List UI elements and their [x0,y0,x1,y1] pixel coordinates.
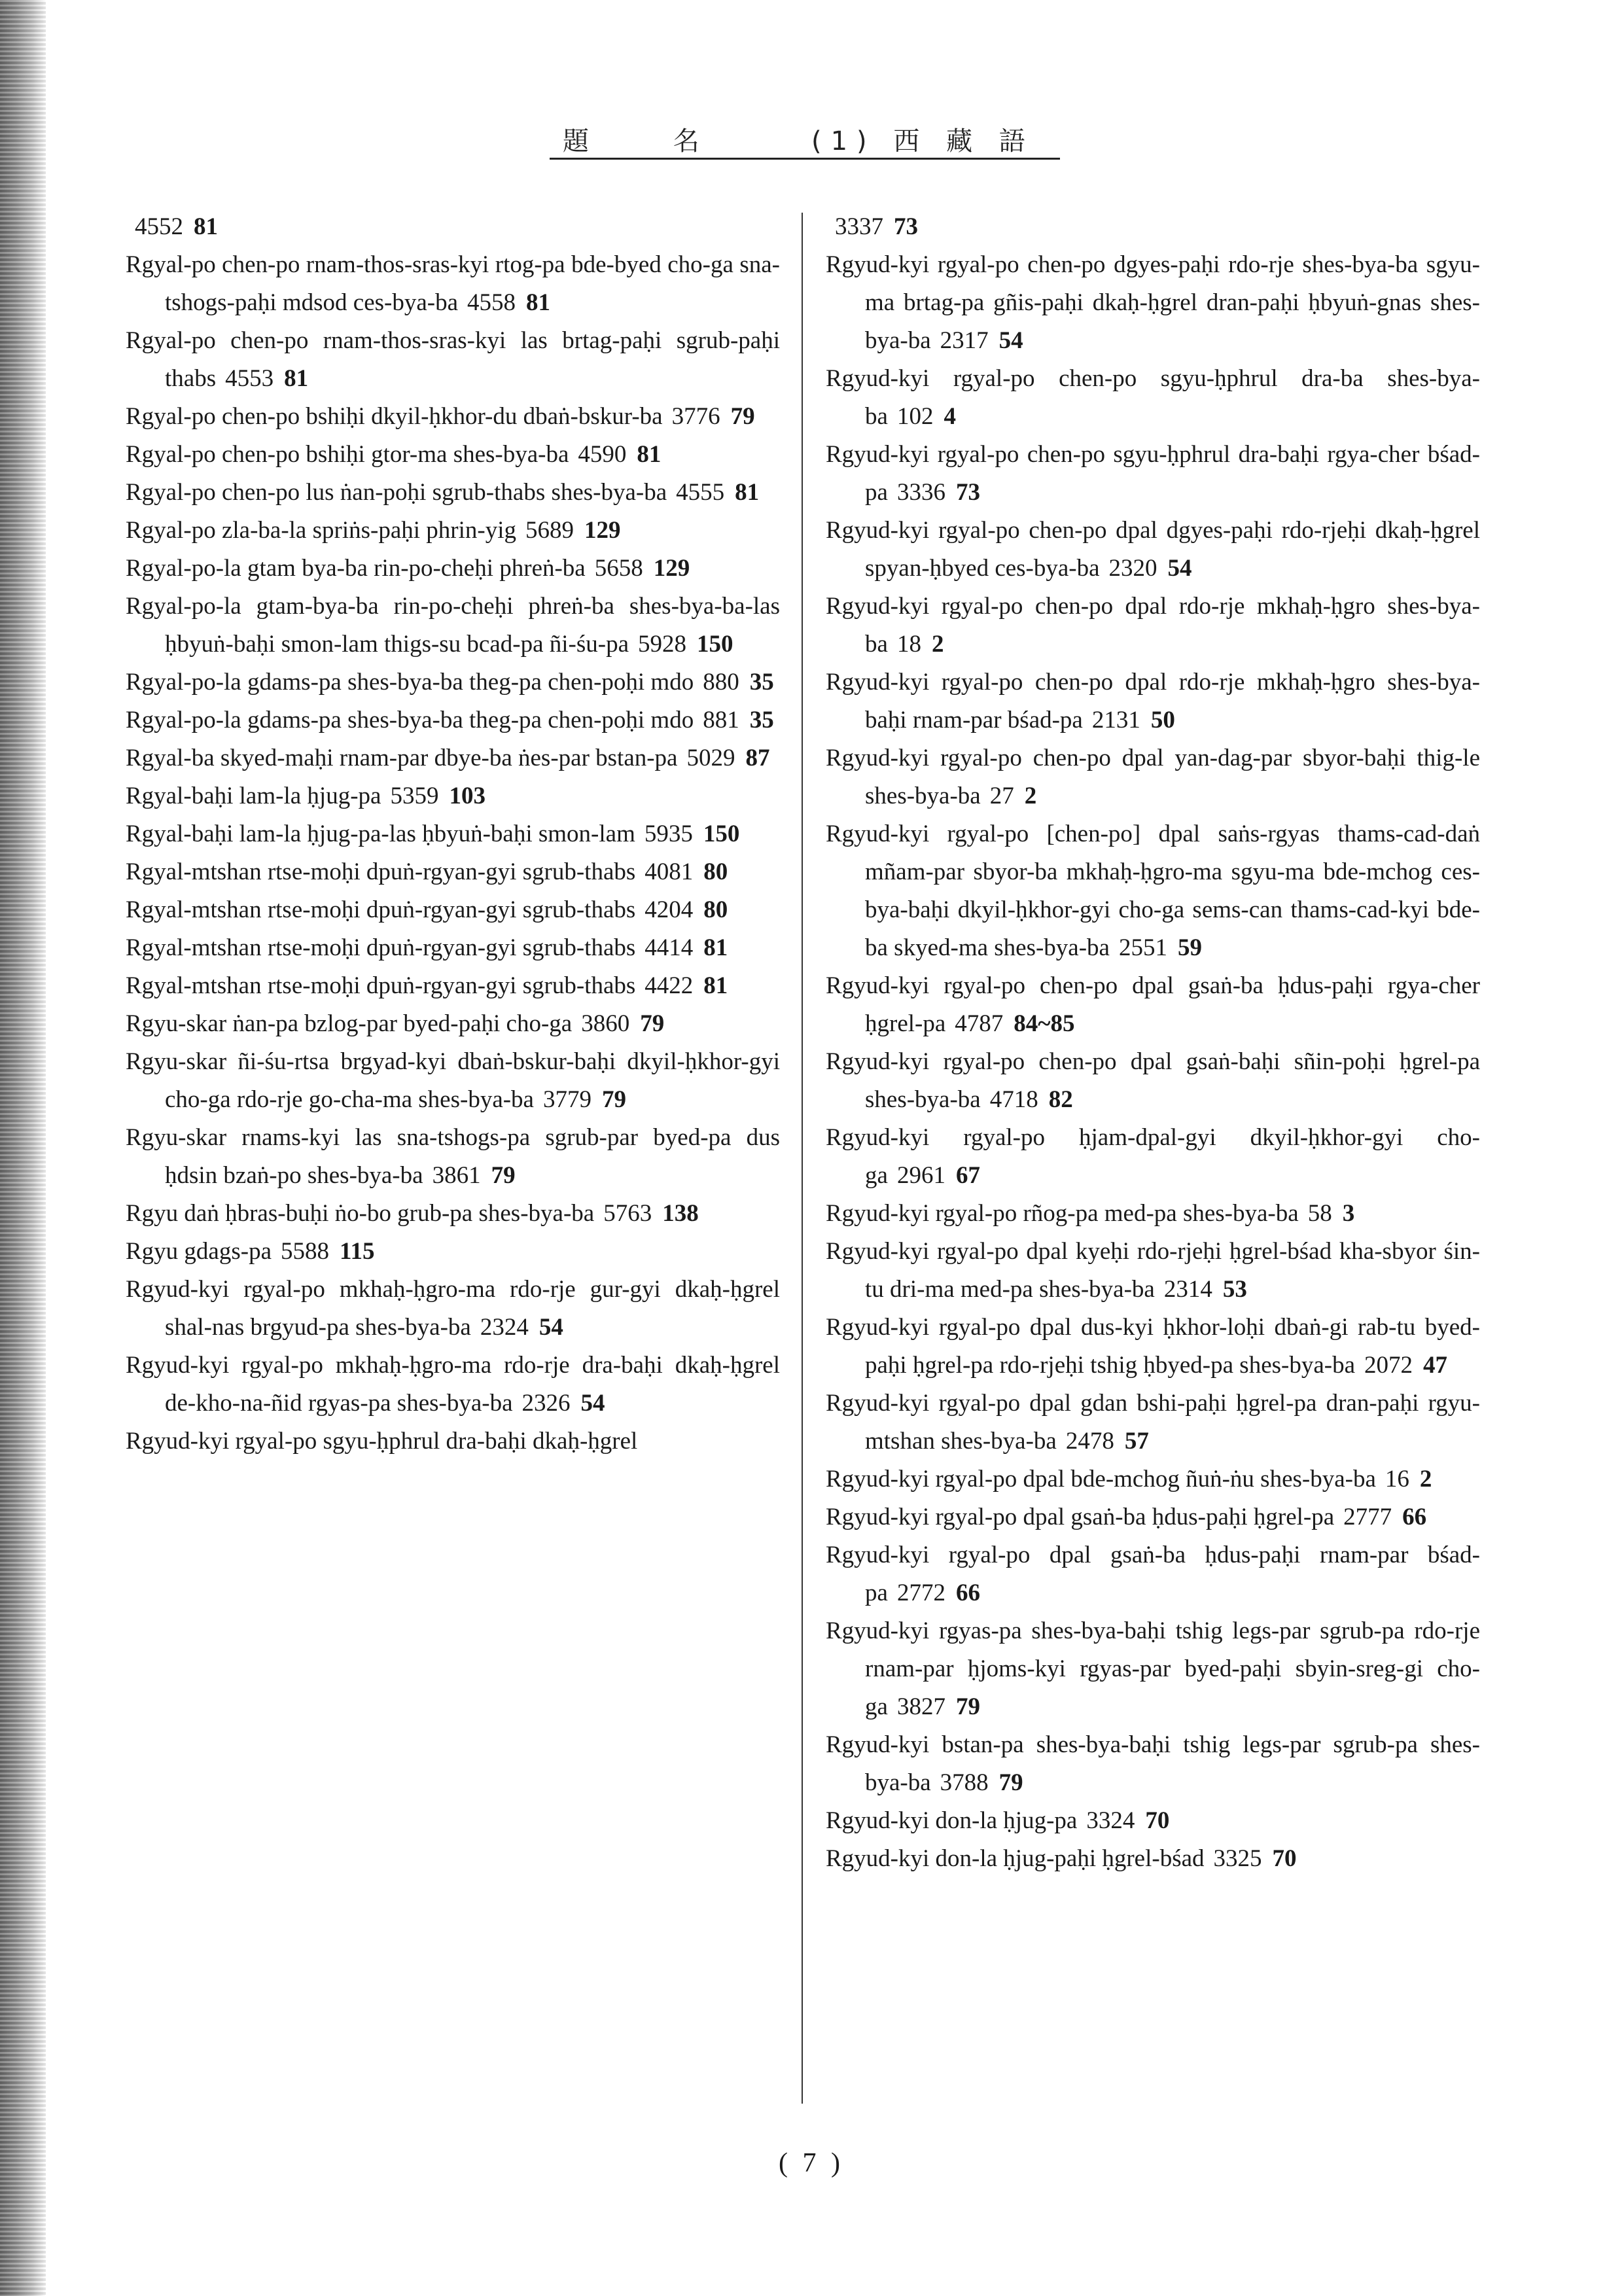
entry-title: Rgyud-kyi don-la ḥjug-paḥi ḥgrel-bśad [826,1845,1205,1872]
index-entry [826,739,1480,815]
entry-number: 5763 [603,1200,652,1227]
index-entry [126,1422,780,1460]
entry-number: 5029 [686,745,735,771]
entry-number: 18 [896,631,921,658]
index-entry [835,208,1480,246]
entry-number: 2478 [1065,1428,1114,1455]
entry-page: 47 [1423,1352,1447,1379]
entry-title: Rgyu-skar rnams-kyi las sna-tshogs-pa sgrub-par byed-pa dus ḥdsin bzaṅ-po shes-bya-ba [126,1124,780,1189]
entry-number: 5658 [594,555,643,582]
entry-title: Rgyal-po chen-po rnam-thos-sras-kyi las brtag-paḥi sgrub-paḥi thabs [126,327,780,392]
entry-title: Rgyud-kyi rgyal-po chen-po sgyu-ḥphrul dra-ba shes-bya-ba [826,365,1480,430]
entry-number: 4787 [955,1010,1004,1037]
entry-number: 4558 [467,289,516,316]
entry-number: 2320 [1108,555,1157,582]
entry-number: 2961 [896,1162,945,1189]
entry-title: Rgyud-kyi rgyal-po mkhaḥ-ḥgro-ma rdo-rje dra-baḥi dkaḥ-ḥgrel de-kho-na-ñid rgyas-pa shes-bya-ba [126,1352,780,1417]
right-column [826,208,1480,1878]
index-entry [826,1460,1480,1498]
entry-number: 16 [1385,1466,1409,1492]
entry-title: Rgyud-kyi rgyal-po chen-po dpal dgyes-paḥi rdo-rjeḥi dkaḥ-ḥgrel spyan-ḥbyed ces-bya-ba [826,517,1480,582]
entry-page: 79 [730,403,755,430]
entry-number: 4204 [644,896,694,923]
entry-page: 54 [998,327,1023,354]
index-entry [826,512,1480,588]
index-entry [126,1005,780,1043]
entry-title: Rgyu daṅ ḥbras-buḥi ṅo-bo grub-pa shes-bya-ba [126,1200,595,1227]
index-entry [826,436,1480,512]
entry-title: Rgyal-po-la gdams-pa shes-bya-ba theg-pa chen-poḥi mdo [126,669,694,696]
entry-page: 103 [449,783,485,809]
entry-number: 3337 [835,213,883,240]
entry-number: 4590 [578,441,627,468]
entry-number: 3776 [671,403,720,430]
entry-page: 3 [1342,1200,1355,1227]
entry-number: 102 [896,403,934,430]
entry-number: 5928 [638,631,687,658]
entry-title: Rgyud-kyi rgyal-po chen-po dpal rdo-rje mkhaḥ-ḥgro shes-bya-baḥi rnam-par bśad-pa [826,669,1480,733]
entry-title: Rgyud-kyi rgyal-po dpal gsaṅ-ba ḥdus-paḥi ḥgrel-pa [826,1504,1335,1530]
entry-title: Rgyud-kyi rgyal-po chen-po dpal gsaṅ-ba ḥdus-paḥi rgya-cher ḥgrel-pa [826,972,1480,1037]
index-entry [826,967,1480,1043]
index-entry [826,1802,1480,1840]
entry-number: 2777 [1343,1504,1392,1530]
index-entry [826,1043,1480,1119]
index-entry [826,588,1480,663]
entry-page: 150 [697,631,733,658]
index-entry [126,701,780,739]
entry-number: 4552 [135,213,183,240]
entry-page: 57 [1124,1428,1149,1455]
entry-number: 881 [703,707,739,733]
index-entry [826,1536,1480,1612]
entry-page: 80 [703,896,728,923]
entry-page: 81 [637,441,662,468]
entry-page: 81 [194,213,218,240]
entry-page: 2 [1024,783,1037,809]
entry-page: 81 [284,365,309,392]
entry-title: Rgyud-kyi rgyal-po chen-po dpal rdo-rje mkhaḥ-ḥgro shes-bya-ba [826,593,1480,658]
entry-title: Rgyud-kyi rgyal-po mkhaḥ-ḥgro-ma rdo-rje gur-gyi dkaḥ-ḥgrel shal-nas brgyud-pa shes-bya-ba [126,1276,780,1341]
entry-title: Rgyu gdags-pa [126,1238,272,1265]
entry-page: 70 [1272,1845,1297,1872]
entry-title: Rgyud-kyi don-la ḥjug-pa [826,1807,1078,1834]
entry-title: Rgyal-po-la gtam bya-ba rin-po-cheḥi phreṅ-ba [126,555,586,582]
entry-title: Rgyal-po-la gtam-bya-ba rin-po-cheḥi phreṅ-ba shes-bya-ba-las ḥbyuṅ-baḥi smon-lam thigs-su bcad-pa ñi-śu-pa [126,593,780,658]
index-entry [126,967,780,1005]
entry-number: 3861 [432,1162,481,1189]
index-entry [126,815,780,853]
entry-number: 5689 [525,517,574,544]
entry-page: 81 [526,289,551,316]
entry-page: 79 [955,1693,980,1720]
entry-page: 2 [1419,1466,1432,1492]
entry-title: Rgyal-mtshan rtse-moḥi dpuṅ-rgyan-gyi sgrub-thabs [126,858,636,885]
index-entry [126,1233,780,1271]
index-entry [126,777,780,815]
header-rule [550,158,1060,160]
entry-number: 2772 [896,1580,945,1606]
index-entry [126,436,780,474]
entry-number: 4718 [989,1086,1038,1113]
header-title: 題 名 [563,126,737,156]
index-entry [826,1612,1480,1726]
entry-number: 2072 [1364,1352,1413,1379]
entry-number: 2551 [1118,934,1167,961]
entry-number: 3788 [940,1769,989,1796]
entry-title: Rgyud-kyi bstan-pa shes-bya-baḥi tshig legs-par sgrub-pa shes-bya-ba [826,1731,1480,1796]
index-entry [826,815,1480,967]
index-entry [126,246,780,322]
entry-page: 66 [1402,1504,1427,1530]
index-entry [826,360,1480,436]
running-header [550,116,1060,162]
index-entry [126,1119,780,1195]
index-entry [135,208,780,246]
entry-title: Rgyal-mtshan rtse-moḥi dpuṅ-rgyan-gyi sgrub-thabs [126,934,636,961]
entry-page: 70 [1145,1807,1170,1834]
entry-page: 150 [703,821,740,847]
entry-title: Rgyud-kyi rgyal-po chen-po dpal gsaṅ-baḥi sñin-poḥi ḥgrel-pa shes-bya-ba [826,1048,1480,1113]
index-entry [126,1195,780,1233]
entry-page: 79 [601,1086,626,1113]
index-entry [826,1195,1480,1233]
entry-number: 27 [989,783,1014,809]
entry-page: 79 [640,1010,665,1037]
entry-title: Rgyud-kyi rgyal-po dpal kyeḥi rdo-rjeḥi ḥgrel-bśad kha-sbyor śin-tu dri-ma med-pa shes-bya-ba [826,1238,1480,1303]
index-entry [826,1309,1480,1385]
entry-title: Rgyal-mtshan rtse-moḥi dpuṅ-rgyan-gyi sgrub-thabs [126,896,636,923]
entry-page: 73 [955,479,980,506]
entry-title: Rgyud-kyi rgyal-po dpal gsaṅ-ba ḥdus-paḥi rnam-par bśad-pa [826,1542,1480,1606]
entry-number: 3336 [896,479,945,506]
entry-number: 4422 [644,972,694,999]
entry-number: 3827 [896,1693,945,1720]
entry-title: Rgyal-po chen-po lus ṅan-poḥi sgrub-thabs shes-bya-ba [126,479,667,506]
entry-page: 87 [745,745,770,771]
index-entry [126,739,780,777]
entry-page: 53 [1222,1276,1247,1303]
entry-page: 67 [955,1162,980,1189]
index-entry [126,1347,780,1422]
index-entry [826,1233,1480,1309]
entry-title: Rgyu-skar ṅan-pa bzlog-par byed-paḥi cho-ga [126,1010,573,1037]
index-entry [826,663,1480,739]
header-section: (1) 西 藏 語 [811,126,1034,156]
entry-page: 81 [735,479,760,506]
entry-page: 54 [1167,555,1192,582]
entry-title: Rgyud-kyi rgyal-po dpal bde-mchog ñuṅ-ṅu shes-bya-ba [826,1466,1376,1492]
index-entry [126,322,780,398]
index-entry [126,588,780,663]
entry-number: 5588 [281,1238,329,1265]
entry-page: 35 [749,669,774,696]
index-entry [826,1498,1480,1536]
entry-title: Rgyu-skar ñi-śu-rtsa brgyad-kyi dbaṅ-bskur-baḥi dkyil-ḥkhor-gyi cho-ga rdo-rje go-cha-ma shes-bya-ba [126,1048,780,1113]
entry-page: 129 [653,555,690,582]
index-entry [826,1119,1480,1195]
entry-title: Rgyud-kyi rgyal-po dpal dus-kyi ḥkhor-loḥi dbaṅ-gi rab-tu byed-paḥi ḥgrel-pa rdo-rjeḥi tshig ḥbyed-pa shes-bya-ba [826,1314,1480,1379]
entry-page: 81 [703,972,728,999]
entry-title: Rgyal-mtshan rtse-moḥi dpuṅ-rgyan-gyi sgrub-thabs [126,972,636,999]
entry-page: 2 [931,631,944,658]
left-column [126,208,780,1460]
entry-title: Rgyud-kyi rgyal-po chen-po dgyes-paḥi rdo-rje shes-bya-ba sgyu-ma brtag-pa gñis-paḥi dkaḥ-ḥgrel dran-paḥi ḥbyuṅ-gnas shes-bya-ba [826,251,1480,354]
entry-number: 2326 [521,1390,571,1417]
entry-title: Rgyal-baḥi lam-la ḥjug-pa [126,783,381,809]
entry-page: 138 [662,1200,699,1227]
entry-number: 2324 [480,1314,529,1341]
entry-title: Rgyud-kyi rgyal-po [chen-po] dpal saṅs-rgyas thams-cad-daṅ mñam-par sbyor-ba mkhaḥ-ḥgro-ma sgyu-ma bde-mchog ces-bya-baḥi dkyil-ḥkhor-gyi cho-ga sems-can thams-cad-kyi bde-ba skyed-ma shes-bya-ba [826,821,1480,961]
index-entry [826,1385,1480,1460]
entry-title: Rgyal-ba skyed-maḥi rnam-par dbye-ba ṅes-par bstan-pa [126,745,678,771]
entry-title: Rgyal-po zla-ba-la spriṅs-paḥi phrin-yig [126,517,516,544]
entry-title: Rgyud-kyi rgyal-po chen-po sgyu-ḥphrul dra-baḥi rgya-cher bśad-pa [826,441,1480,506]
entry-title: Rgyud-kyi rgyal-po rñog-pa med-pa shes-bya-ba [826,1200,1299,1227]
index-entry [126,853,780,891]
entry-number: 5359 [390,783,439,809]
entry-number: 58 [1307,1200,1332,1227]
index-entry [826,1726,1480,1802]
entry-title: Rgyal-po-la gdams-pa shes-bya-ba theg-pa chen-poḥi mdo [126,707,694,733]
index-entry [126,474,780,512]
entry-title: Rgyud-kyi rgyal-po sgyu-ḥphrul dra-baḥi dkaḥ-ḥgrel [126,1428,638,1455]
entry-page: 115 [340,1238,375,1265]
entry-page: 79 [491,1162,516,1189]
index-entry [826,1840,1480,1878]
index-entry [126,398,780,436]
index-entry [126,929,780,967]
entry-page: 54 [580,1390,605,1417]
index-entry [126,512,780,550]
entry-page: 80 [703,858,728,885]
entry-number: 4081 [644,858,694,885]
entry-page: 82 [1048,1086,1073,1113]
entry-page: 73 [894,213,918,240]
entry-number: 4414 [644,934,694,961]
page-number: ( 7 ) [779,2148,844,2178]
entry-title: Rgyud-kyi rgyal-po chen-po dpal yan-dag-par sbyor-baḥi thig-le shes-bya-ba [826,745,1480,809]
index-entry [126,891,780,929]
entry-number: 2317 [940,327,989,354]
entry-title: Rgyal-baḥi lam-la ḥjug-pa-las ḥbyuṅ-baḥi smon-lam [126,821,635,847]
index-entry [126,1043,780,1119]
entry-page: 54 [538,1314,563,1341]
index-entry [126,663,780,701]
entry-title: Rgyud-kyi rgyal-po ḥjam-dpal-gyi dkyil-ḥkhor-gyi cho-ga [826,1124,1480,1189]
entry-number: 4553 [225,365,274,392]
entry-page: 84~85 [1014,1010,1075,1037]
entry-page: 81 [703,934,728,961]
index-entry [126,550,780,588]
column-divider [802,213,803,2104]
entry-page: 59 [1177,934,1202,961]
entry-page: 129 [584,517,621,544]
entry-number: 3779 [542,1086,591,1113]
entry-number: 2131 [1091,707,1140,733]
entry-title: Rgyal-po chen-po rnam-thos-sras-kyi rtog-pa bde-byed cho-ga sna-tshogs-paḥi mdsod ces-bya-ba [126,251,780,316]
entry-title: Rgyud-kyi rgyas-pa shes-bya-baḥi tshig legs-par sgrub-pa rdo-rje rnam-par ḥjoms-kyi rgyas-par byed-paḥi sbyin-sreg-gi cho-ga [826,1617,1480,1720]
entry-page: 4 [944,403,956,430]
entry-title: Rgyud-kyi rgyal-po dpal gdan bshi-paḥi ḥgrel-pa dran-paḥi rgyu-mtshan shes-bya-ba [826,1390,1480,1455]
scan-edge-shadow [0,0,46,2296]
entry-number: 3860 [581,1010,630,1037]
index-entry [126,1271,780,1347]
entry-page: 35 [749,707,774,733]
entry-number: 880 [703,669,739,696]
entry-number: 3324 [1086,1807,1135,1834]
entry-title: Rgyal-po chen-po bshiḥi dkyil-ḥkhor-du dbaṅ-bskur-ba [126,403,663,430]
entry-title: Rgyal-po chen-po bshiḥi gtor-ma shes-bya-ba [126,441,569,468]
entry-page: 66 [955,1580,980,1606]
index-entry [826,246,1480,360]
entry-number: 4555 [676,479,725,506]
entry-page: 50 [1150,707,1175,733]
entry-number: 3325 [1213,1845,1262,1872]
entry-page: 79 [998,1769,1023,1796]
entry-number: 2314 [1163,1276,1212,1303]
entry-number: 5935 [644,821,693,847]
